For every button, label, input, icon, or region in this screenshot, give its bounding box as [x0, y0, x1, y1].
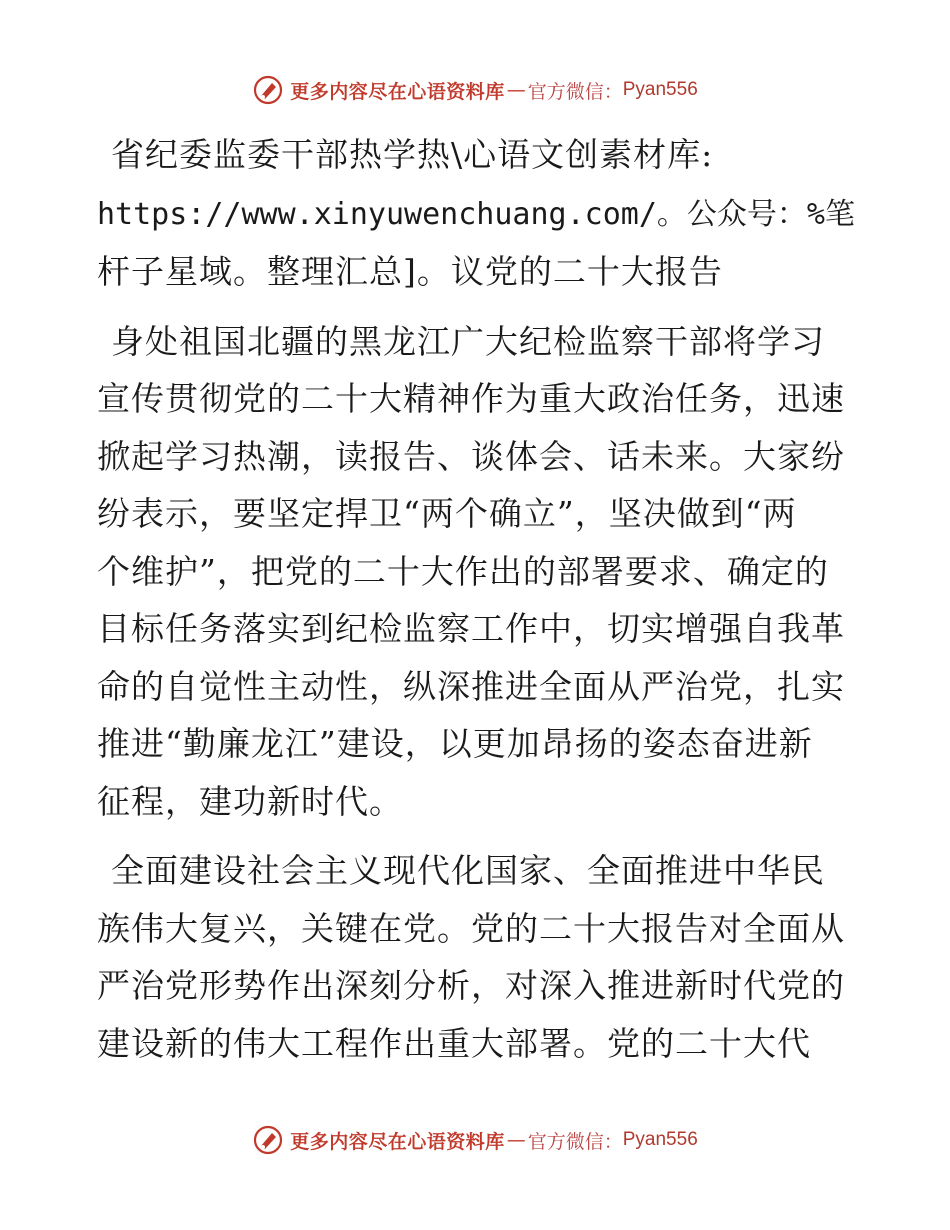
- paragraph-line: 严治党形势作出深刻分析，对深入推进新时代党的: [97, 966, 845, 1005]
- paragraph-line: 征程，建功新时代。: [97, 781, 403, 821]
- paragraph-line: 掀起学习热潮，读报告、谈体会、话未来。大家纷: [97, 436, 845, 476]
- paragraph-line: 个维护”，把党的二十大作出的部署要求、确定的: [97, 551, 829, 591]
- watermark-wechat-id: Pyan556: [622, 79, 698, 100]
- paragraph-line: 族伟大复兴，关键在党。党的二十大报告对全面从: [97, 908, 845, 948]
- paragraph-line: 推进“勤廉龙江”建设，以更加昂扬的姿态奋进新: [97, 724, 813, 763]
- paragraph-3: [97, 842, 857, 1072]
- paragraph-1: [97, 126, 857, 301]
- watermark-brand-text: 更多内容尽在心语资料库: [290, 1130, 505, 1153]
- paragraph-line: 宣传贯彻党的二十大精神作为重大政治任务，迅速: [97, 379, 845, 418]
- paragraph-line: 省纪委监委干部热学热\心语文创素材库:: [111, 135, 714, 174]
- paragraph-line: 目标任务落实到纪检监察工作中，切实增强自我革: [97, 609, 845, 648]
- header-watermark: [0, 70, 950, 110]
- paragraph-line-url: https://www.xinyuwenchuang.com/。公众号：%笔: [97, 196, 855, 232]
- paragraph-2: [97, 313, 857, 831]
- watermark-secondary-text: 官方微信：: [527, 80, 623, 103]
- footer-watermark: [0, 1120, 950, 1160]
- paragraph-line: 纷表示，要坚定捍卫“两个确立”，坚决做到“两: [97, 494, 797, 533]
- watermark-dash: —: [506, 1129, 526, 1151]
- paragraph-line: 建设新的伟大工程作出重大部署。党的二十大代: [97, 1023, 811, 1063]
- watermark-wechat-id: Pyan556: [622, 1129, 698, 1150]
- document-body: [97, 126, 857, 1084]
- watermark-dash: —: [506, 79, 526, 101]
- pen-nib-logo-icon: [252, 74, 284, 106]
- paragraph-line: 杆子星域。整理汇总]。议党的二十大报告: [97, 252, 723, 291]
- pen-nib-logo-icon: [252, 1124, 284, 1156]
- paragraph-line: 全面建设社会主义现代化国家、全面推进中华民: [111, 851, 825, 890]
- watermark-secondary-text: 官方微信：: [527, 1130, 623, 1153]
- paragraph-line: 命的自觉性主动性，纵深推进全面从严治党，扎实: [97, 666, 845, 706]
- watermark-brand-text: 更多内容尽在心语资料库: [290, 80, 505, 103]
- paragraph-line: 身处祖国北疆的黑龙江广大纪检监察干部将学习: [111, 321, 825, 361]
